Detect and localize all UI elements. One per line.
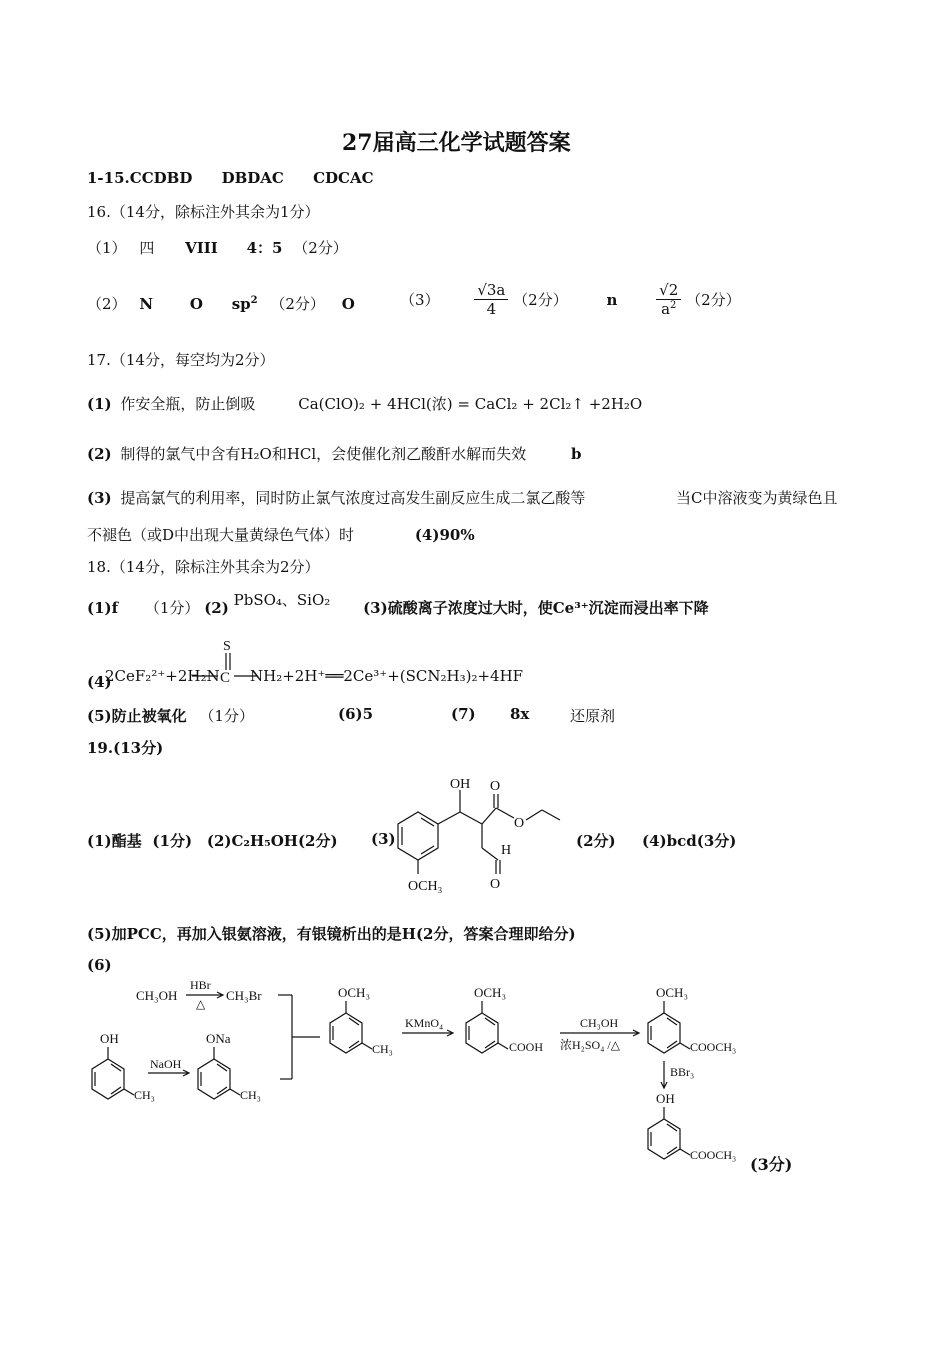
q19-p5: (5)加PCC，再加入银氨溶液，有银镜析出的是H(2分，答案合理即给分) xyxy=(87,925,576,943)
q19-p1-score: (1分) xyxy=(152,832,193,850)
q18-p7-b: 还原剂 xyxy=(570,707,616,725)
q17-p3-cont: 不褪色（或D中出现大量黄绿色气体）时 xyxy=(87,526,355,544)
q19-och3-label: OCH₃ xyxy=(408,879,443,894)
q18-head: 18.（14分，除标注外其余为2分） xyxy=(87,558,320,576)
q18-p7-a: 8x xyxy=(510,705,530,723)
q16-p1-b: VIII xyxy=(185,239,218,257)
q18-line5 xyxy=(87,705,254,726)
q19-p3: (3) xyxy=(371,830,396,848)
q18-p6: (6)5 xyxy=(338,705,374,723)
q19-h-label: H xyxy=(501,843,512,858)
q16-part3 xyxy=(400,281,741,318)
route-product-oh: OH xyxy=(656,1091,675,1106)
q18-carbon: C xyxy=(220,670,231,686)
route-ona: ONa xyxy=(206,1031,231,1046)
q17-p1-equation: Ca(ClO)₂ + 4HCl(浓) = CaCl₂ + 2Cl₂↑ +2H₂O xyxy=(298,395,643,413)
q19-line1 xyxy=(87,830,338,851)
q16-p2-b: O xyxy=(189,295,203,313)
q18-p1-score: （1分） xyxy=(144,599,200,617)
q18-p5-score: （1分） xyxy=(199,707,254,725)
mc-range: 1-15. xyxy=(87,169,130,187)
q16-p3-n: n xyxy=(606,290,618,309)
q18-p4-left: 2CeF₂²⁺+2H₂N xyxy=(105,667,220,685)
q17-part2 xyxy=(87,443,581,464)
q17-p2-text: 制得的氯气中含有H₂O和HCl，会使催化剂乙酸酐水解而失效 xyxy=(120,445,527,463)
route-phenoxide-ch3: CH₃ xyxy=(240,1088,261,1102)
mc-answers xyxy=(87,169,374,187)
q17-p2-label: (2) xyxy=(87,445,112,463)
q19-structure-diagram xyxy=(390,770,565,900)
q16-part1 xyxy=(87,237,348,258)
q18-p7: (7) xyxy=(451,705,476,723)
route-h2so4: 浓H₂SO₄ /△ xyxy=(560,1038,620,1052)
route-acid-och3: OCH₃ xyxy=(474,985,506,1000)
q19-o2-label: O xyxy=(514,816,525,831)
q16-part2 xyxy=(87,293,355,314)
q18-sulfur: S xyxy=(223,639,231,654)
thiourea-bond-diagram xyxy=(190,636,260,696)
q19-o1-label: O xyxy=(490,779,501,794)
q16-p1-d: （2分） xyxy=(293,239,348,257)
q16-p2-c: $sp^2$ xyxy=(231,295,258,313)
fraction-sqrt2-over-a2: $\frac{√2}{a^2}$ xyxy=(656,281,681,318)
q19-p2: (2)C₂H₅OH(2分) xyxy=(206,832,338,850)
q16-p2-a: N xyxy=(139,295,154,313)
q17-p3-text: 提高氯气的利用率，同时防止氯气浓度过高发生副反应生成二氯乙酸等 xyxy=(120,489,586,507)
q17-head: 17.（14分，每空均为2分） xyxy=(87,351,275,369)
q16-head: 16.（14分，除标注外其余为1分） xyxy=(87,203,320,221)
q17-p3-label: (3) xyxy=(87,489,112,507)
q18-p5: (5)防止被氧化 xyxy=(87,707,187,725)
fraction-sqrt3a-over-4: $\frac{√3a}{4}$ xyxy=(474,281,508,318)
q16-p2-label: （2） xyxy=(87,295,127,313)
q16-p2-e: O xyxy=(341,295,355,313)
q17-part3 xyxy=(87,487,585,508)
route-ch3br: CH₃Br xyxy=(226,988,262,1003)
q17-p2-ans: b xyxy=(570,445,582,463)
route-kmno4: KMnO₄ xyxy=(405,1016,444,1030)
q16-p2-d: （2分） xyxy=(270,295,325,313)
q19-p1: (1)酯基 xyxy=(87,832,142,850)
q19-o3-label: O xyxy=(490,877,501,892)
route-cresol-oh: OH xyxy=(100,1031,119,1046)
q17-part1 xyxy=(87,393,642,414)
q19-p6: (6) xyxy=(87,956,112,974)
q17-p1-label: (1) xyxy=(87,395,112,413)
q18-p4-label: (4) xyxy=(87,673,112,691)
q19-head: 19.(13分) xyxy=(87,739,164,757)
q16-p3-label: （3） xyxy=(400,291,440,309)
q18-p2-ans: PbSO₄、SiO₂ xyxy=(233,591,331,609)
route-ch3oh-reagent: CH₃OH xyxy=(580,1016,619,1030)
route-hbr: HBr xyxy=(190,978,211,992)
mc-group-1: CCDBD xyxy=(129,169,193,187)
q16-p3-score2: （2分） xyxy=(686,291,741,309)
route-product-cooch3: COOCH₃ xyxy=(690,1148,737,1162)
route-anisole-och3: OCH₃ xyxy=(338,985,370,1000)
q17-p4: (4)90% xyxy=(414,526,475,544)
synthesis-route-diagram xyxy=(80,975,820,1175)
q19-p6-score: (3分) xyxy=(750,1155,793,1174)
mc-group-3: CDCAC xyxy=(313,169,374,187)
mc-group-2: DBDAC xyxy=(221,169,284,187)
q16-p3-score1: （2分） xyxy=(513,291,568,309)
q19-p4: (4)bcd(3分) xyxy=(642,832,737,850)
q18-line1 xyxy=(87,591,709,618)
q18-p3: (3)硫酸离子浓度过大时，使Ce³⁺沉淀而浸出率下降 xyxy=(363,599,709,617)
q16-p1-c: 4：5 xyxy=(246,239,283,257)
route-ester-cooch3: COOCH₃ xyxy=(690,1040,737,1054)
route-naoh: NaOH xyxy=(150,1057,182,1071)
route-anisole-ch3: CH₃ xyxy=(372,1042,393,1056)
route-ester-och3: OCH₃ xyxy=(656,985,688,1000)
route-cresol-ch3: CH₃ xyxy=(134,1088,155,1102)
q18-p4-right: NH₂+2H⁺══2Ce³⁺+(SCN₂H₃)₂+4HF xyxy=(250,667,524,685)
q18-p1: (1)f xyxy=(87,599,119,617)
route-ch3oh: CH₃OH xyxy=(136,988,178,1003)
q19-oh-label: OH xyxy=(450,777,471,792)
q17-part3-cont xyxy=(87,524,475,545)
q19-p3-score: (2分) xyxy=(576,832,616,850)
q17-p3-text2: 当C中溶液变为黄绿色且 xyxy=(676,489,838,507)
q16-p1-label: （1） xyxy=(87,239,127,257)
route-cooh: COOH xyxy=(509,1040,544,1054)
q17-p1-text: 作安全瓶，防止倒吸 xyxy=(120,395,256,413)
route-delta-1: △ xyxy=(196,997,206,1011)
q16-p1-a: 四 xyxy=(139,239,155,257)
route-bbr3: BBr₃ xyxy=(670,1065,695,1079)
q18-p2: (2) xyxy=(204,599,229,617)
page-title: 27届高三化学试题答案 xyxy=(342,130,571,156)
